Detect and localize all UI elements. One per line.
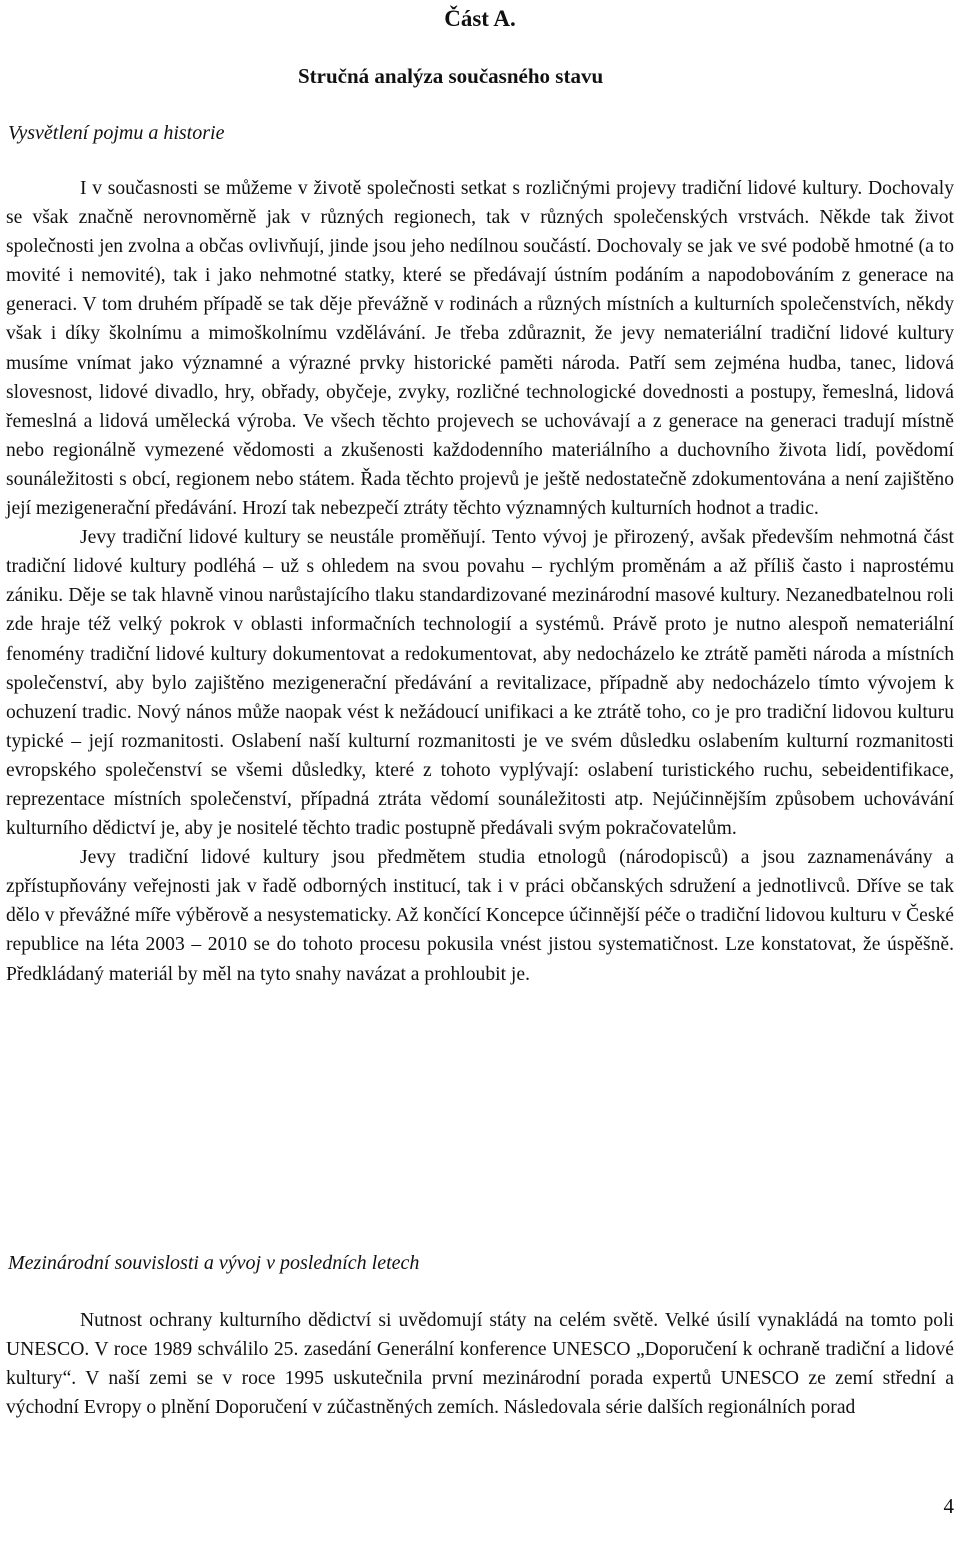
paragraph: Jevy tradiční lidové kultury se neustále proměňují. Tento vývoj je přirozený, avšak především nehmotná část tradiční lidové kultury podléhá – už s ohledem na svou povahu – rychlým proměnám a až příliš často i naprostému zániku. Děje se tak hlavně vinou narůstajícího tlaku standardizované mezinárodní masové kultury. Nezanedbatelnou roli zde hraje též velký pokrok v oblasti informačních technologií a systémů. Právě proto je nutno alespoň nemateriální fenomény tradiční lidové kultury dokumentovat a redokumentovat, aby nedocházelo ke ztrátě paměti národa a místních společenství, aby bylo zajištěno mezigenerační předávání a revitalizace, případně aby nedocházelo tímto vývojem k ochuzení tradic. Nový nános může naopak vést k nežádoucí unifikaci a ke ztrátě toho, co je pro tradiční lidovou kulturu typické – její rozmanitosti. Oslabení naší kulturní rozmanitosti je ve svém důsledku oslabením kulturní rozmanitosti evropského společenství se všemi důsledky, které z tohoto vyplývají: oslabení turistického ruchu, sebeidentifikace, reprezentace místních společenství, případná ztráta vědomí sounáležitosti atp. Nejúčinnějším způsobem uchovávání kulturního dědictví je, aby je nositelé těchto tradic postupně předávali svým pokračovatelům. xyxy=(6,527,954,840)
paragraph: Jevy tradiční lidové kultury jsou předmětem studia etnologů (národopisců) a jsou zaznamenávány a zpřístupňovány veřejnosti jak v řadě odborných institucí, tak i v práci občanských sdružení a jednotlivců. Dříve se tak dělo v převážné míře výběrově a nesystematicky. Až končící Koncepce účinnější péče o tradiční lidovou kulturu v České republice na léta 2003 – 2010 se do tohoto procesu pokusila vnést jistou systematičnost. Lze konstatovat, že úspěšně. Předkládaný materiál by měl na tyto snahy navázat a prohloubit je. xyxy=(6,847,954,985)
section-heading-international: Mezinárodní souvislosti a vývoj v posledních letech xyxy=(8,1252,420,1274)
section-body-international xyxy=(6,1306,954,1422)
section-heading-history: Vysvětlení pojmu a historie xyxy=(8,122,225,144)
paragraph: Nutnost ochrany kulturního dědictví si uvědomují státy na celém světě. Velké úsilí vynakládá na tomto poli UNESCO. V roce 1989 schválilo 25. zasedání Generální konference UNESCO „Doporučení k ochraně tradiční a lidové kultury“. V naší zemi se v roce 1995 uskutečnila první mezinárodní porada expertů UNESCO ze zemí střední a východní Evropy o plnění Doporučení v zúčastněných zemích. Následovala série dalších regionálních porad xyxy=(6,1310,954,1419)
part-title: Část A. xyxy=(444,6,516,31)
page-number: 4 xyxy=(943,1494,954,1518)
section-body-history xyxy=(6,174,954,989)
paragraph: I v současnosti se můžeme v životě společnosti setkat s rozličnými projevy tradiční lidové kultury. Dochovaly se však značně nerovnoměrně jak v různých regionech, tak v různých společenských vrstvách. Někde tak život společnosti jen zvolna a občas ovlivňují, jinde jsou jeho nedílnou součástí. Dochovaly se jak ve své podobě hmotné (a to movité i nemovité), tak i jako nehmotné statky, které se předávají ústním podáním a napodobováním z generace na generaci. V tom druhém případě se tak děje převážně v rodinách a různých místních a kulturních společenstvích, někdy však i díky školnímu a mimoškolnímu vzdělávání. Je třeba zdůraznit, že jevy nemateriální tradiční lidové kultury musíme vnímat jako významné a výrazné prvky historické paměti národa. Patří sem zejména hudba, tanec, lidová slovesnost, lidové divadlo, hry, obřady, obyčeje, zvyky, rozličné technologické dovednosti a postupy, řemeslná, lidová řemeslná a lidová umělecká výroba. Ve všech těchto projevech se uchovávají a z generace na generaci tradují místně nebo regionálně vymezené vědomosti a zkušenosti každodenního materiálního a duchovního života lidí, povědomí sounáležitosti s obcí, regionem nebo státem. Řada těchto projevů je ještě nedostatečně zdokumentována a není zajištěno její mezigenerační předávání. Hrozí tak nebezpečí ztráty těchto významných kulturních hodnot a tradic. xyxy=(6,178,954,520)
section-subtitle: Stručná analýza současného stavu xyxy=(298,64,604,88)
